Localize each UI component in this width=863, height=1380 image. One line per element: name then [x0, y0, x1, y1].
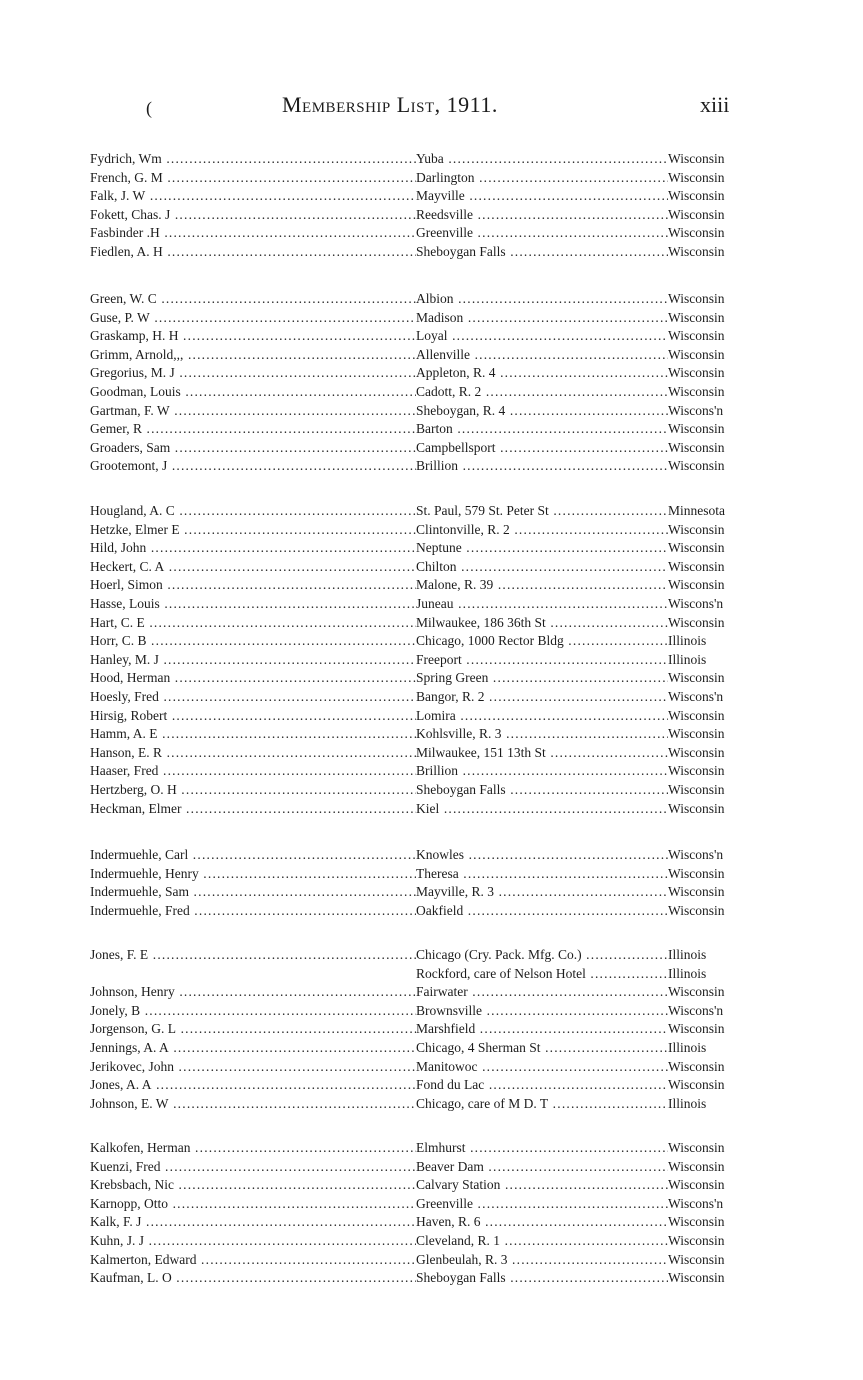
member-row — [0, 1213, 863, 1232]
member-row — [0, 243, 863, 262]
member-state: Wisconsin — [668, 1077, 725, 1093]
member-name: Jennings, A. A ..... — [90, 1039, 416, 1058]
member-row — [0, 781, 863, 800]
member-place: Madison ..... — [416, 309, 668, 328]
member-place: Sheboygan, R. 4 ..... — [416, 402, 668, 421]
member-state: Wisconsin — [668, 1251, 725, 1267]
member-place: Darlington ..... — [416, 169, 668, 188]
member-name: Hougland, A. C ..... — [90, 502, 416, 521]
member-place: Brownsville ..... — [416, 1002, 668, 1021]
member-place: Rockford, care of Nelson Hotel ..... — [416, 965, 668, 984]
member-name: Fydrich, Wm ..... — [90, 150, 416, 169]
member-state: Wisconsin — [668, 206, 725, 222]
member-state: Illinois — [668, 633, 707, 649]
member-place: Barton ..... — [416, 420, 668, 439]
member-state: Wisconsin — [668, 781, 725, 797]
member-name: Haaser, Fred ..... — [90, 762, 416, 781]
member-state: Wisconsin — [668, 558, 725, 574]
member-row — [0, 688, 863, 707]
member-name: Indermuehle, Sam ..... — [90, 883, 416, 902]
member-state: Wisconsin — [668, 328, 725, 344]
member-name: Gemer, R ..... — [90, 420, 416, 439]
letter-section — [0, 290, 863, 476]
member-place: Cadott, R. 2 ..... — [416, 383, 668, 402]
member-place: Oakfield ..... — [416, 902, 668, 921]
member-place: Milwaukee, 151 13th St ..... — [416, 744, 668, 763]
member-row — [0, 169, 863, 188]
member-state: Wisconsin — [668, 670, 725, 686]
member-name: Indermuehle, Fred ..... — [90, 902, 416, 921]
member-state: Wisconsin — [668, 884, 725, 900]
member-state: Wisconsin — [668, 1177, 725, 1193]
member-name: Kalmerton, Edward ..... — [90, 1251, 416, 1270]
member-name: Jorgenson, G. L ..... — [90, 1020, 416, 1039]
member-row — [0, 383, 863, 402]
member-state: Wisconsin — [668, 984, 725, 1000]
member-name: Jones, F. E ..... — [90, 946, 416, 965]
member-state: Wisconsin — [668, 800, 725, 816]
member-name: Horr, C. B ..... — [90, 632, 416, 651]
member-row — [0, 865, 863, 884]
member-place: Calvary Station ..... — [416, 1176, 668, 1195]
member-row — [0, 1039, 863, 1058]
member-name: Gregorius, M. J ..... — [90, 364, 416, 383]
member-row — [0, 846, 863, 865]
member-row — [0, 1139, 863, 1158]
member-name: Kalkofen, Herman ..... — [90, 1139, 416, 1158]
member-state: Wiscons'n — [668, 688, 724, 704]
member-state: Wisconsin — [668, 243, 725, 259]
member-name: Falk, J. W ..... — [90, 187, 416, 206]
member-row — [0, 150, 863, 169]
member-place: Chicago (Cry. Pack. Mfg. Co.) ..... — [416, 946, 668, 965]
member-name: Jonely, B ..... — [90, 1002, 416, 1021]
member-state: Wisconsin — [668, 346, 725, 362]
member-row — [0, 1232, 863, 1251]
member-place: Spring Green ..... — [416, 669, 668, 688]
member-place: Albion ..... — [416, 290, 668, 309]
member-place: Elmhurst ..... — [416, 1139, 668, 1158]
member-name: Johnson, Henry ..... — [90, 983, 416, 1002]
member-place: Chilton ..... — [416, 558, 668, 577]
member-state: Wiscons'n — [668, 402, 724, 418]
member-state: Wisconsin — [668, 540, 725, 556]
member-state: Wiscons'n — [668, 1002, 724, 1018]
member-place: St. Paul, 579 St. Peter St ..... — [416, 502, 668, 521]
member-place: Kiel ..... — [416, 800, 668, 819]
member-row — [0, 595, 863, 614]
member-state: Wisconsin — [668, 1270, 725, 1286]
member-place: Reedsville ..... — [416, 206, 668, 225]
member-name: Kalk, F. J ..... — [90, 1213, 416, 1232]
member-row — [0, 669, 863, 688]
member-name: Fasbinder .H ..... — [90, 224, 416, 243]
member-row — [0, 1095, 863, 1114]
member-row — [0, 1020, 863, 1039]
member-name: Kaufman, L. O ..... — [90, 1269, 416, 1288]
member-name: Goodman, Louis ..... — [90, 383, 416, 402]
member-place: Fairwater ..... — [416, 983, 668, 1002]
member-state: Wisconsin — [668, 365, 725, 381]
member-row — [0, 576, 863, 595]
member-place: Brillion ..... — [416, 457, 668, 476]
member-state: Wisconsin — [668, 577, 725, 593]
member-name: Indermuehle, Henry ..... — [90, 865, 416, 884]
member-state: Wisconsin — [668, 726, 725, 742]
member-row — [0, 558, 863, 577]
member-row — [0, 614, 863, 633]
member-place: Sheboygan Falls ..... — [416, 781, 668, 800]
letter-section — [0, 946, 863, 1113]
member-name: Kuenzi, Fred ..... — [90, 1158, 416, 1177]
member-row — [0, 1076, 863, 1095]
member-row — [0, 346, 863, 365]
member-row — [0, 1269, 863, 1288]
member-name: Green, W. C ..... — [90, 290, 416, 309]
member-state: Wiscons'n — [668, 1195, 724, 1211]
member-name: Heckman, Elmer ..... — [90, 800, 416, 819]
member-row — [0, 290, 863, 309]
member-state: Minnesota — [668, 503, 725, 518]
member-name: Hasse, Louis ..... — [90, 595, 416, 614]
member-place: Campbellsport ..... — [416, 439, 668, 458]
member-place: Sheboygan Falls ..... — [416, 243, 668, 262]
member-state: Illinois — [668, 1095, 707, 1111]
member-row — [0, 744, 863, 763]
member-row — [0, 502, 863, 521]
member-place: Knowles ..... — [416, 846, 668, 865]
member-row — [0, 457, 863, 476]
member-row — [0, 651, 863, 670]
member-state: Wisconsin — [668, 309, 725, 325]
member-row — [0, 364, 863, 383]
member-name: Fokett, Chas. J ..... — [90, 206, 416, 225]
member-name: Guse, P. W ..... — [90, 309, 416, 328]
member-state: Wisconsin — [668, 1140, 725, 1155]
member-place: Marshfield ..... — [416, 1020, 668, 1039]
member-row — [0, 402, 863, 421]
member-place: Lomira ..... — [416, 707, 668, 726]
member-place: Juneau ..... — [416, 595, 668, 614]
member-name: Hanson, E. R ..... — [90, 744, 416, 763]
member-name: Karnopp, Otto ..... — [90, 1195, 416, 1214]
member-place: Freeport ..... — [416, 651, 668, 670]
member-name: Grootemont, J ..... — [90, 457, 416, 476]
page-number: xiii — [700, 92, 730, 117]
member-row — [0, 539, 863, 558]
member-row — [0, 1195, 863, 1214]
member-row — [0, 762, 863, 781]
member-state: Wisconsin — [668, 1232, 725, 1248]
member-row — [0, 632, 863, 651]
member-row — [0, 1158, 863, 1177]
member-place: Kohlsville, R. 3 ..... — [416, 725, 668, 744]
member-row — [0, 521, 863, 540]
letter-section — [0, 846, 863, 920]
letter-section — [0, 150, 863, 262]
member-name: Jerikovec, John ..... — [90, 1058, 416, 1077]
member-name: Hild, John ..... — [90, 539, 416, 558]
member-state: Wisconsin — [668, 1021, 725, 1037]
member-state: Wiscons'n — [668, 595, 724, 611]
member-state: Wisconsin — [668, 169, 725, 185]
member-state: Wisconsin — [668, 383, 725, 399]
member-place: Clintonville, R. 2 ..... — [416, 521, 668, 540]
member-state: Wisconsin — [668, 439, 725, 455]
member-row — [0, 902, 863, 921]
member-name: French, G. M ..... — [90, 169, 416, 188]
member-name: Jones, A. A ..... — [90, 1076, 416, 1095]
member-place: Beaver Dam ..... — [416, 1158, 668, 1177]
member-row — [0, 309, 863, 328]
member-place: Malone, R. 39 ..... — [416, 576, 668, 595]
member-row — [0, 725, 863, 744]
member-name: Hertzberg, O. H ..... — [90, 781, 416, 800]
member-name: Grimm, Arnold,,, ..... — [90, 346, 416, 365]
member-place: Chicago, 4 Sherman St ..... — [416, 1039, 668, 1058]
member-place: Yuba ..... — [416, 150, 668, 169]
page-header — [0, 92, 863, 122]
member-row — [0, 1058, 863, 1077]
member-row — [0, 946, 863, 965]
page-title: Membership List, 1911. — [282, 92, 498, 117]
member-name: Johnson, E. W ..... — [90, 1095, 416, 1114]
member-name: Hanley, M. J ..... — [90, 651, 416, 670]
member-state: Illinois — [668, 947, 707, 962]
member-place: Fond du Lac ..... — [416, 1076, 668, 1095]
member-row — [0, 965, 863, 984]
member-state: Wisconsin — [668, 1058, 725, 1074]
member-name: Kuhn, J. J ..... — [90, 1232, 416, 1251]
member-name: Groaders, Sam ..... — [90, 439, 416, 458]
member-row — [0, 206, 863, 225]
member-row — [0, 224, 863, 243]
member-place: Mayville, R. 3 ..... — [416, 883, 668, 902]
member-place: Glenbeulah, R. 3 ..... — [416, 1251, 668, 1270]
member-place: Haven, R. 6 ..... — [416, 1213, 668, 1232]
member-state: Wisconsin — [668, 225, 725, 241]
letter-section — [0, 1139, 863, 1288]
member-name: Hirsig, Robert ..... — [90, 707, 416, 726]
member-state: Illinois — [668, 965, 707, 981]
member-row — [0, 439, 863, 458]
member-name: Hetzke, Elmer E ..... — [90, 521, 416, 540]
member-state: Wisconsin — [668, 707, 725, 723]
member-row — [0, 1176, 863, 1195]
member-state: Wisconsin — [668, 763, 725, 779]
member-place: Chicago, care of M D. T ..... — [416, 1095, 668, 1114]
member-place: Appleton, R. 4 ..... — [416, 364, 668, 383]
member-name: Hart, C. E ..... — [90, 614, 416, 633]
member-name: Indermuehle, Carl ..... — [90, 846, 416, 865]
member-row — [0, 1251, 863, 1270]
member-state: Wisconsin — [668, 902, 725, 918]
member-name: Krebsbach, Nic ..... — [90, 1176, 416, 1195]
member-row — [0, 1002, 863, 1021]
member-place: Cleveland, R. 1 ..... — [416, 1232, 668, 1251]
member-state: Wisconsin — [668, 1158, 725, 1174]
member-name: Graskamp, H. H ..... — [90, 327, 416, 346]
member-place: Bangor, R. 2 ..... — [416, 688, 668, 707]
member-state: Wisconsin — [668, 188, 725, 204]
member-row — [0, 883, 863, 902]
member-name: Heckert, C. A ..... — [90, 558, 416, 577]
member-state: Wisconsin — [668, 151, 725, 166]
member-place: Neptune ..... — [416, 539, 668, 558]
member-place: Loyal ..... — [416, 327, 668, 346]
member-name: Fiedlen, A. H ..... — [90, 243, 416, 262]
member-place: Mayville ..... — [416, 187, 668, 206]
member-place: Theresa ..... — [416, 865, 668, 884]
member-place: Greenville ..... — [416, 224, 668, 243]
member-place: Greenville ..... — [416, 1195, 668, 1214]
member-state: Illinois — [668, 1039, 707, 1055]
member-row — [0, 327, 863, 346]
member-row — [0, 187, 863, 206]
member-place: Sheboygan Falls ..... — [416, 1269, 668, 1288]
member-name: Hood, Herman ..... — [90, 669, 416, 688]
member-place: Brillion ..... — [416, 762, 668, 781]
member-name: Hoerl, Simon ..... — [90, 576, 416, 595]
member-place: Chicago, 1000 Rector Bldg ..... — [416, 632, 668, 651]
member-row — [0, 707, 863, 726]
member-state: Wisconsin — [668, 521, 725, 537]
member-name: Hamm, A. E ..... — [90, 725, 416, 744]
member-place: Manitowoc ..... — [416, 1058, 668, 1077]
member-state: Wisconsin — [668, 1214, 725, 1230]
member-name: Gartman, F. W ..... — [90, 402, 416, 421]
member-state: Wiscons'n — [668, 847, 724, 862]
member-state: Wisconsin — [668, 614, 725, 630]
member-state: Wisconsin — [668, 865, 725, 881]
member-state: Wisconsin — [668, 421, 725, 437]
member-state: Wisconsin — [668, 291, 725, 306]
member-state: Illinois — [668, 651, 707, 667]
member-name: Hoesly, Fred ..... — [90, 688, 416, 707]
member-row — [0, 983, 863, 1002]
member-place: Milwaukee, 186 36th St ..... — [416, 614, 668, 633]
member-state: Wisconsin — [668, 458, 725, 474]
member-state: Wisconsin — [668, 744, 725, 760]
margin-mark: ( — [146, 98, 152, 118]
member-place: Allenville ..... — [416, 346, 668, 365]
letter-section — [0, 502, 863, 818]
member-row — [0, 420, 863, 439]
member-row — [0, 800, 863, 819]
